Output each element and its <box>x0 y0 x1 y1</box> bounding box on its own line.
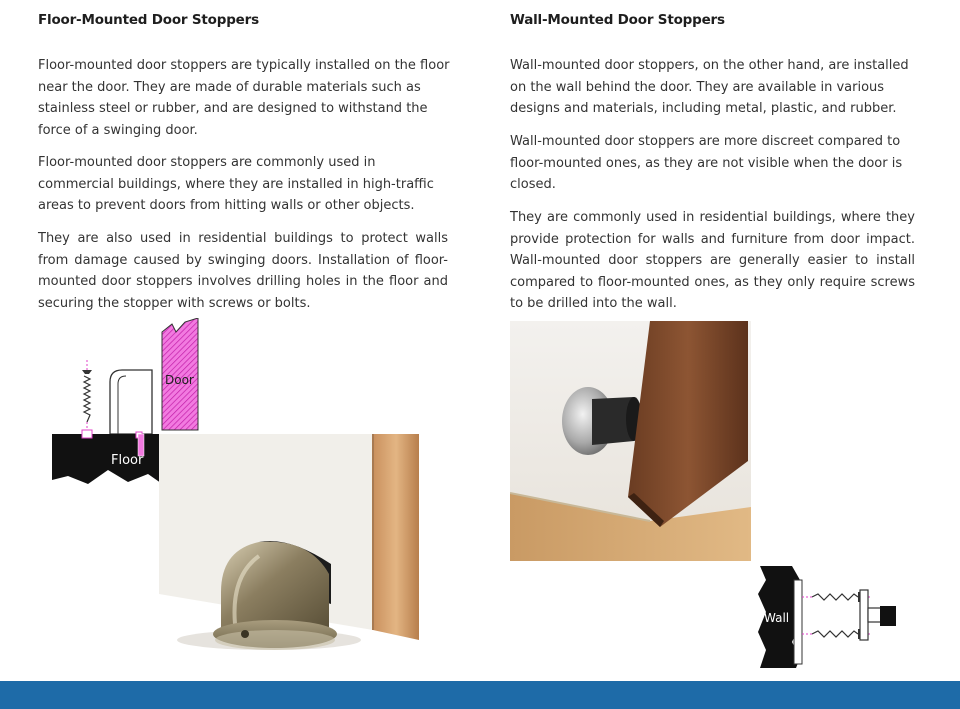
wall-heading: Wall-Mounted Door Stoppers <box>510 12 725 28</box>
floor-paragraph-3: They are also used in residential buildings to protect walls from damage caused by swinging doors. Installation of floor-mounted door stoppers involves drilling holes in the floor and securing the stopper with screws or bolts. <box>38 231 448 311</box>
floor-label: Floor <box>111 453 144 468</box>
floor-stopper-photo <box>159 434 425 660</box>
screw-icon <box>82 360 92 430</box>
wall-stopper-diagram <box>756 562 898 670</box>
wall-stopper-photo <box>510 321 751 561</box>
floor-paragraph-1: Floor-mounted door stoppers are typically installed on the floor near the door. They are made of durable materials such as stainless steel or rubber, and are designed to withstand the force of a swinging door. <box>38 58 450 138</box>
wall-paragraph-3: They are commonly used in residential buildings, where they provide protection for walls and furniture from door impact. Wall-mounted door stoppers are generally easier to install compared to floor-mounted ones, as they only require screws to be drilled into the wall. <box>510 210 915 311</box>
floor-heading: Floor-Mounted Door Stoppers <box>38 12 259 28</box>
footer-accent-bar <box>0 681 960 709</box>
wall-label: Wall <box>764 611 790 625</box>
door-label: Door <box>165 373 194 387</box>
floor-paragraph-2: Floor-mounted door stoppers are commonly used in commercial buildings, where they are installed in high-traffic areas to prevent doors from hitting walls or other objects. <box>38 155 434 213</box>
wall-paragraph-1: Wall-mounted door stoppers, on the other hand, are installed on the wall behind the door. They are available in various designs and materials, including metal, plastic, and rubber. <box>510 58 909 116</box>
wall-paragraph-2: Wall-mounted door stoppers are more discreet compared to floor-mounted ones, as they are not visible when the door is closed. <box>510 134 903 192</box>
stopper-body <box>110 370 152 434</box>
